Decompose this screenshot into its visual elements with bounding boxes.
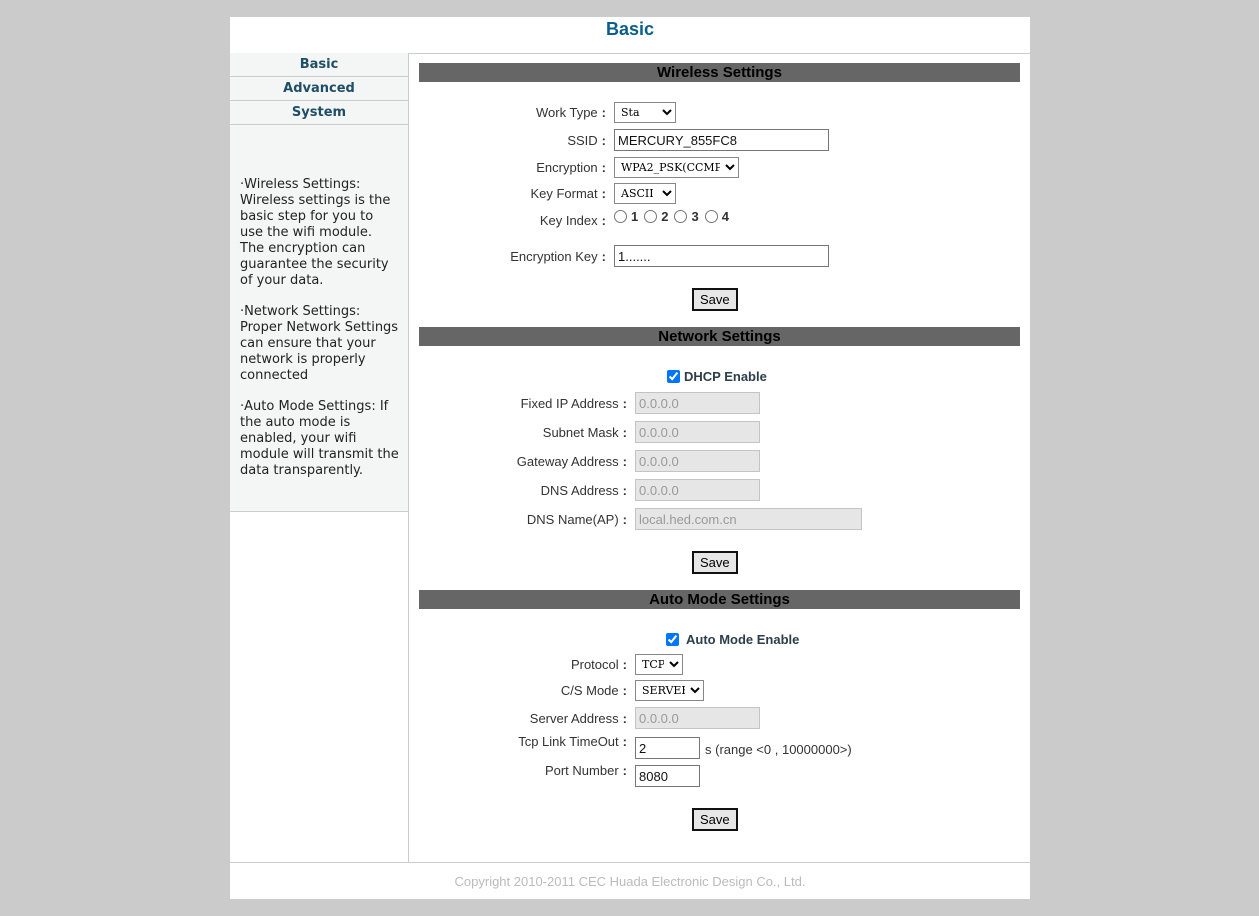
encryption-key-input[interactable] bbox=[614, 245, 829, 267]
help-panel bbox=[230, 125, 408, 512]
page-title: Basic bbox=[605, 19, 655, 39]
encryption-select[interactable] bbox=[614, 157, 739, 178]
port-row: Port Number : 8080 bbox=[480, 763, 700, 787]
work-type-select[interactable] bbox=[614, 102, 676, 123]
help-network: ·Network Settings: Proper Network Settings can ensure that your network is properly connected bbox=[240, 304, 399, 383]
auto-mode-settings-header: Auto Mode Settings bbox=[419, 590, 1020, 609]
auto-mode-enable[interactable]: Auto Mode Enable bbox=[666, 632, 799, 647]
auto-mode-save-button[interactable]: Save bbox=[692, 808, 738, 831]
ssid-label: SSID bbox=[567, 132, 598, 148]
dns-name-label: DNS Name(AP) bbox=[526, 511, 619, 527]
dns-name-row: DNS Name(AP) : local.hed.com.cn bbox=[480, 508, 862, 530]
key-index-row: Key Index : 1 2 3 4 bbox=[480, 213, 735, 228]
network-settings-header: Network Settings bbox=[419, 327, 1020, 346]
key-index-label: Key Index bbox=[539, 213, 598, 228]
subnet-label: Subnet Mask bbox=[542, 424, 619, 440]
dns-label: DNS Address bbox=[540, 482, 619, 498]
auto-mode-enable-row bbox=[666, 632, 799, 647]
timeout-row: Tcp Link TimeOut : 2 s (range <0 , 10000000>) bbox=[480, 734, 852, 759]
dns-input[interactable] bbox=[635, 479, 760, 501]
server-address-label: Server Address bbox=[529, 710, 619, 726]
work-type-row: Work Type : Sta bbox=[480, 102, 676, 123]
key-index-radio-1[interactable] bbox=[614, 210, 627, 223]
help-wireless: ·Wireless Settings: Wireless settings is the basic step for you to use the wifi module. The encryption can guarantee the security of your data. bbox=[240, 177, 391, 288]
ssid-input[interactable] bbox=[614, 129, 829, 151]
key-index-radio-4[interactable] bbox=[705, 210, 718, 223]
nav-basic[interactable]: Basic bbox=[230, 53, 408, 77]
key-index-1[interactable]: 1 bbox=[614, 209, 638, 224]
gateway-row: Gateway Address : 0.0.0.0 bbox=[480, 450, 760, 472]
dhcp-enable[interactable]: DHCP Enable bbox=[667, 369, 767, 384]
cs-mode-select[interactable] bbox=[635, 680, 704, 701]
dns-name-input[interactable] bbox=[635, 508, 862, 530]
copyright-text: Copyright 2010-2011 CEC Huada Electronic Design Co., Ltd. bbox=[454, 874, 806, 889]
nav-system[interactable]: System bbox=[230, 101, 408, 125]
page-container bbox=[230, 17, 1030, 899]
key-format-select[interactable] bbox=[614, 183, 676, 204]
encryption-label: Encryption bbox=[536, 160, 598, 175]
ssid-row: SSID : MERCURY_855FC8 bbox=[480, 129, 829, 151]
key-format-row: Key Format : ASCII bbox=[480, 183, 676, 204]
protocol-label: Protocol bbox=[570, 657, 619, 672]
fixed-ip-label: Fixed IP Address bbox=[520, 395, 619, 411]
page-header bbox=[230, 17, 1030, 54]
gateway-input[interactable] bbox=[635, 450, 760, 472]
key-index-radio-2[interactable] bbox=[644, 210, 657, 223]
subnet-input[interactable] bbox=[635, 421, 760, 443]
work-type-label: Work Type bbox=[536, 105, 598, 120]
encryption-key-label: Encryption Key bbox=[510, 248, 598, 264]
subnet-row: Subnet Mask : 0.0.0.0 bbox=[480, 421, 760, 443]
encryption-key-row: Encryption Key : 1....... bbox=[480, 245, 829, 267]
timeout-input[interactable] bbox=[635, 737, 700, 759]
fixed-ip-input[interactable] bbox=[635, 392, 760, 414]
port-label: Port Number bbox=[544, 763, 619, 778]
network-save-button[interactable]: Save bbox=[692, 551, 738, 574]
protocol-row: Protocol : TCP bbox=[480, 654, 683, 675]
timeout-hint: s (range <0 , 10000000>) bbox=[705, 742, 852, 757]
protocol-select[interactable] bbox=[635, 654, 683, 675]
gateway-label: Gateway Address bbox=[516, 453, 619, 469]
key-index-radio-3[interactable] bbox=[674, 210, 687, 223]
nav-advanced[interactable]: Advanced bbox=[230, 77, 408, 101]
key-index-group bbox=[614, 209, 735, 224]
dhcp-checkbox[interactable] bbox=[667, 370, 680, 383]
fixed-ip-row: Fixed IP Address : 0.0.0.0 bbox=[480, 392, 760, 414]
auto-mode-checkbox[interactable] bbox=[666, 633, 679, 646]
cs-mode-label: C/S Mode bbox=[560, 683, 619, 698]
key-format-label: Key Format bbox=[530, 186, 598, 201]
server-address-input[interactable] bbox=[635, 707, 760, 729]
key-index-2[interactable]: 2 bbox=[644, 209, 668, 224]
encryption-row: Encryption : WPA2_PSK(CCMP) bbox=[480, 157, 739, 178]
port-input[interactable] bbox=[635, 765, 700, 787]
help-auto-mode: ·Auto Mode Settings: If the auto mode is enabled, your wifi module will transmit the data transparently. bbox=[240, 399, 399, 478]
server-address-row: Server Address : 0.0.0.0 bbox=[480, 707, 760, 729]
dhcp-row bbox=[667, 369, 767, 384]
timeout-label: Tcp Link TimeOut bbox=[518, 734, 619, 749]
cs-mode-row: C/S Mode : SERVER bbox=[480, 680, 704, 701]
dns-row: DNS Address : 0.0.0.0 bbox=[480, 479, 760, 501]
key-index-3[interactable]: 3 bbox=[674, 209, 698, 224]
key-index-4[interactable]: 4 bbox=[705, 209, 729, 224]
footer bbox=[230, 862, 1030, 900]
wireless-save-button[interactable]: Save bbox=[692, 288, 738, 311]
sidebar bbox=[230, 53, 409, 862]
wireless-settings-header: Wireless Settings bbox=[419, 63, 1020, 82]
